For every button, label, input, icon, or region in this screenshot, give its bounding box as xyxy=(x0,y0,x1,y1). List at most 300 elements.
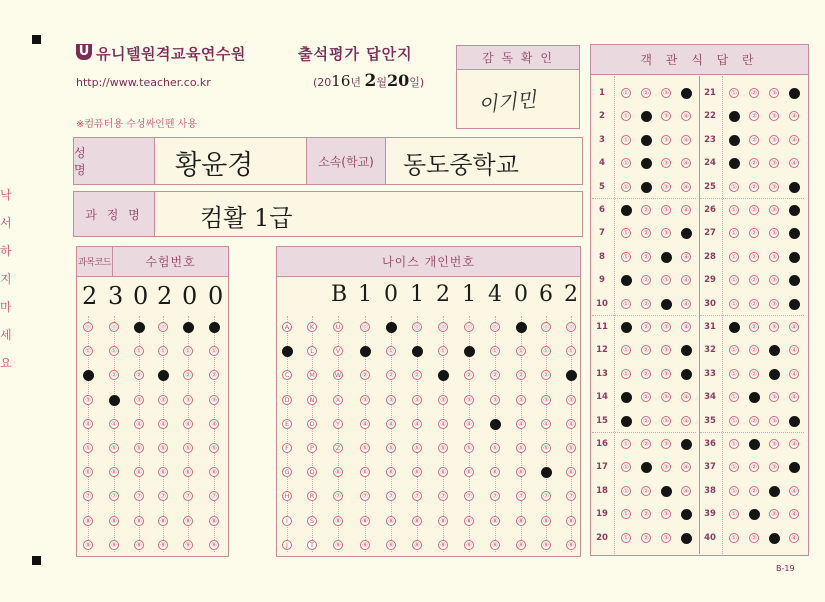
exam-bubble[interactable]: ⓪ xyxy=(84,323,92,331)
answer-bubble[interactable]: ④ xyxy=(789,111,799,121)
exam-bubble[interactable]: ⑦ xyxy=(183,491,193,501)
neis-letter-bubble[interactable]: Z xyxy=(333,443,343,453)
neis-digit-bubble[interactable]: ⑦ xyxy=(386,491,396,501)
answer-bubble[interactable]: ④ xyxy=(681,416,691,426)
exam-bubble[interactable]: ⓪ xyxy=(183,322,194,333)
answer-bubble[interactable]: ④ xyxy=(681,462,691,472)
answer-bubble[interactable]: ② xyxy=(749,299,759,309)
answer-bubble[interactable]: ③ xyxy=(769,416,779,426)
neis-digit-bubble[interactable]: ④ xyxy=(438,419,448,429)
neis-digit-bubble[interactable]: ⑨ xyxy=(464,540,474,550)
neis-letter-bubble[interactable]: C xyxy=(282,370,292,380)
answer-bubble[interactable]: ④ xyxy=(789,205,800,216)
neis-digit-bubble[interactable]: ⑦ xyxy=(412,491,422,501)
neis-digit-bubble[interactable]: ⑤ xyxy=(516,443,526,453)
neis-letter-bubble[interactable]: F xyxy=(282,443,292,453)
neis-digit-bubble[interactable]: ⑧ xyxy=(541,516,551,526)
neis-digit-bubble[interactable]: ④ xyxy=(360,419,370,429)
neis-letter-bubble[interactable]: K xyxy=(307,322,317,332)
answer-bubble[interactable]: ③ xyxy=(769,252,779,262)
neis-digit-bubble[interactable]: ④ xyxy=(490,419,501,430)
neis-digit-bubble[interactable]: ⑥ xyxy=(541,467,552,478)
answer-bubble[interactable]: ④ xyxy=(789,322,799,332)
answer-bubble[interactable]: ② xyxy=(641,252,651,262)
neis-digit-bubble[interactable]: ③ xyxy=(438,395,448,405)
neis-letter-bubble[interactable]: J xyxy=(282,540,292,550)
neis-digit-bubble[interactable]: ③ xyxy=(360,395,370,405)
neis-digit-bubble[interactable]: ⓪ xyxy=(542,323,550,331)
exam-bubble[interactable]: ⑧ xyxy=(109,516,119,526)
neis-digit-bubble[interactable]: ⑧ xyxy=(333,516,343,526)
exam-bubble[interactable]: ③ xyxy=(183,395,193,405)
answer-bubble[interactable]: ③ xyxy=(769,369,780,380)
answer-bubble[interactable]: ④ xyxy=(681,182,691,192)
neis-digit-bubble[interactable]: ⑦ xyxy=(541,491,551,501)
answer-bubble[interactable]: ② xyxy=(749,392,760,403)
exam-bubble[interactable]: ② xyxy=(83,370,94,381)
neis-digit-bubble[interactable]: ④ xyxy=(464,419,474,429)
answer-bubble[interactable]: ③ xyxy=(769,345,780,356)
exam-bubble[interactable]: ⑧ xyxy=(209,516,219,526)
exam-bubble[interactable]: ⑥ xyxy=(158,467,168,477)
answer-bubble[interactable]: ③ xyxy=(661,228,671,238)
neis-digit-bubble[interactable]: ③ xyxy=(464,395,474,405)
neis-digit-bubble[interactable]: ⑥ xyxy=(438,467,448,477)
neis-digit-bubble[interactable]: ⑥ xyxy=(516,467,526,477)
neis-digit-bubble[interactable]: ⓪ xyxy=(386,322,397,333)
exam-bubble[interactable]: ② xyxy=(183,370,193,380)
exam-bubble[interactable]: ⑦ xyxy=(109,491,119,501)
answer-bubble[interactable]: ④ xyxy=(789,416,800,427)
answer-bubble[interactable]: ① xyxy=(729,392,739,402)
exam-bubble[interactable]: ② xyxy=(134,370,144,380)
exam-bubble[interactable]: ② xyxy=(109,370,119,380)
answer-bubble[interactable]: ④ xyxy=(681,252,691,262)
neis-letter-bubble[interactable]: Q xyxy=(307,467,317,477)
exam-bubble[interactable]: ⑥ xyxy=(209,467,219,477)
answer-bubble[interactable]: ④ xyxy=(789,252,800,263)
neis-digit-bubble[interactable]: ⑨ xyxy=(386,540,396,550)
answer-bubble[interactable]: ④ xyxy=(789,486,799,496)
answer-bubble[interactable]: ① xyxy=(621,182,631,192)
neis-digit-bubble[interactable]: ③ xyxy=(412,395,422,405)
answer-bubble[interactable]: ③ xyxy=(661,252,672,263)
neis-digit-bubble[interactable]: ② xyxy=(490,370,500,380)
exam-bubble[interactable]: ⑧ xyxy=(183,516,193,526)
answer-bubble[interactable]: ④ xyxy=(681,135,691,145)
answer-bubble[interactable]: ① xyxy=(621,322,632,333)
answer-bubble[interactable]: ③ xyxy=(769,111,779,121)
neis-digit-bubble[interactable]: ⑥ xyxy=(412,467,422,477)
neis-digit-bubble[interactable]: ② xyxy=(412,370,422,380)
exam-bubble[interactable]: ⑦ xyxy=(158,491,168,501)
answer-bubble[interactable]: ③ xyxy=(661,111,671,121)
neis-letter-bubble[interactable]: T xyxy=(307,540,317,550)
neis-digit-bubble[interactable]: ⓪ xyxy=(567,323,575,331)
answer-bubble[interactable]: ② xyxy=(641,439,651,449)
exam-bubble[interactable]: ⑤ xyxy=(209,443,219,453)
neis-digit-bubble[interactable]: ⑦ xyxy=(516,491,526,501)
neis-letter-bubble[interactable]: D xyxy=(282,395,292,405)
answer-bubble[interactable]: ② xyxy=(749,322,759,332)
answer-bubble[interactable]: ③ xyxy=(769,533,780,544)
neis-digit-bubble[interactable]: ⑥ xyxy=(464,467,474,477)
answer-bubble[interactable]: ① xyxy=(621,345,631,355)
exam-bubble[interactable]: ⑤ xyxy=(83,443,93,453)
answer-bubble[interactable]: ③ xyxy=(661,439,671,449)
exam-bubble[interactable]: ⑨ xyxy=(83,540,93,550)
answer-bubble[interactable]: ① xyxy=(729,509,739,519)
exam-bubble[interactable]: ⑥ xyxy=(83,467,93,477)
answer-bubble[interactable]: ② xyxy=(641,369,651,379)
answer-bubble[interactable]: ④ xyxy=(789,88,800,99)
exam-bubble[interactable]: ⑤ xyxy=(158,443,168,453)
neis-digit-bubble[interactable]: ③ xyxy=(566,395,576,405)
neis-digit-bubble[interactable]: ⑧ xyxy=(360,516,370,526)
answer-bubble[interactable]: ② xyxy=(749,416,759,426)
answer-bubble[interactable]: ③ xyxy=(661,345,671,355)
answer-bubble[interactable]: ④ xyxy=(789,299,800,310)
neis-digit-bubble[interactable]: ⑤ xyxy=(438,443,448,453)
exam-bubble[interactable]: ⓪ xyxy=(159,323,167,331)
answer-bubble[interactable]: ② xyxy=(749,205,759,215)
answer-bubble[interactable]: ③ xyxy=(661,392,671,402)
answer-bubble[interactable]: ④ xyxy=(681,392,691,402)
answer-bubble[interactable]: ② xyxy=(749,111,759,121)
answer-bubble[interactable]: ④ xyxy=(789,392,799,402)
neis-digit-bubble[interactable]: ③ xyxy=(541,395,551,405)
neis-digit-bubble[interactable]: ② xyxy=(516,370,526,380)
answer-bubble[interactable]: ④ xyxy=(789,275,800,286)
answer-bubble[interactable]: ① xyxy=(729,252,739,262)
answer-bubble[interactable]: ② xyxy=(749,228,759,238)
neis-letter-bubble[interactable]: U xyxy=(333,322,343,332)
answer-bubble[interactable]: ③ xyxy=(769,158,779,168)
neis-digit-bubble[interactable]: ② xyxy=(386,370,396,380)
neis-digit-bubble[interactable]: ⑤ xyxy=(386,443,396,453)
neis-letter-bubble[interactable]: R xyxy=(307,491,317,501)
answer-bubble[interactable]: ② xyxy=(641,275,651,285)
neis-letter-bubble[interactable]: G xyxy=(282,467,292,477)
neis-digit-bubble[interactable]: ⑦ xyxy=(333,491,343,501)
answer-bubble[interactable]: ② xyxy=(749,135,759,145)
answer-bubble[interactable]: ① xyxy=(621,275,632,286)
exam-bubble[interactable]: ⑤ xyxy=(134,443,144,453)
exam-bubble[interactable]: ③ xyxy=(83,395,93,405)
neis-digit-bubble[interactable]: ① xyxy=(360,346,371,357)
answer-bubble[interactable]: ① xyxy=(729,88,739,98)
answer-bubble[interactable]: ① xyxy=(729,439,739,449)
answer-bubble[interactable]: ① xyxy=(729,205,739,215)
answer-bubble[interactable]: ② xyxy=(641,392,651,402)
exam-bubble[interactable]: ② xyxy=(158,370,169,381)
exam-bubble[interactable]: ④ xyxy=(209,419,219,429)
neis-digit-bubble[interactable]: ④ xyxy=(516,419,526,429)
exam-bubble[interactable]: ⑨ xyxy=(158,540,168,550)
exam-bubble[interactable]: ⑧ xyxy=(134,516,144,526)
neis-digit-bubble[interactable]: ④ xyxy=(566,419,576,429)
answer-bubble[interactable]: ③ xyxy=(769,299,779,309)
answer-bubble[interactable]: ④ xyxy=(789,533,799,543)
exam-bubble[interactable]: ⑧ xyxy=(83,516,93,526)
answer-bubble[interactable]: ③ xyxy=(769,88,779,98)
answer-bubble[interactable]: ② xyxy=(641,111,652,122)
answer-bubble[interactable]: ① xyxy=(621,111,631,121)
answer-bubble[interactable]: ③ xyxy=(769,509,779,519)
answer-bubble[interactable]: ② xyxy=(749,486,759,496)
answer-bubble[interactable]: ① xyxy=(729,111,740,122)
answer-bubble[interactable]: ④ xyxy=(789,158,799,168)
neis-digit-bubble[interactable]: ⑥ xyxy=(333,467,343,477)
answer-bubble[interactable]: ① xyxy=(621,439,631,449)
answer-bubble[interactable]: ① xyxy=(729,275,739,285)
neis-digit-bubble[interactable]: ⑧ xyxy=(386,516,396,526)
neis-letter-bubble[interactable]: L xyxy=(307,346,317,356)
neis-digit-bubble[interactable]: ② xyxy=(464,370,474,380)
answer-bubble[interactable]: ② xyxy=(749,345,759,355)
neis-digit-bubble[interactable]: ③ xyxy=(490,395,500,405)
answer-bubble[interactable]: ④ xyxy=(789,462,800,473)
neis-digit-bubble[interactable]: ⑦ xyxy=(438,491,448,501)
answer-bubble[interactable]: ② xyxy=(749,439,760,450)
neis-letter-bubble[interactable]: Y xyxy=(333,419,343,429)
answer-bubble[interactable]: ① xyxy=(729,369,739,379)
neis-digit-bubble[interactable]: ⑤ xyxy=(490,443,500,453)
neis-letter-bubble[interactable]: M xyxy=(307,370,317,380)
neis-digit-bubble[interactable]: ② xyxy=(541,370,551,380)
exam-bubble[interactable]: ⑦ xyxy=(134,491,144,501)
neis-digit-bubble[interactable]: ⓪ xyxy=(413,323,421,331)
answer-bubble[interactable]: ② xyxy=(749,533,759,543)
answer-bubble[interactable]: ② xyxy=(749,462,759,472)
exam-bubble[interactable]: ① xyxy=(83,346,93,356)
neis-digit-bubble[interactable]: ⑥ xyxy=(360,467,370,477)
answer-bubble[interactable]: ③ xyxy=(769,439,779,449)
neis-digit-bubble[interactable]: ⑦ xyxy=(566,491,576,501)
neis-digit-bubble[interactable]: ② xyxy=(566,370,577,381)
answer-bubble[interactable]: ② xyxy=(749,252,759,262)
exam-bubble[interactable]: ⓪ xyxy=(110,323,118,331)
answer-bubble[interactable]: ① xyxy=(729,322,740,333)
exam-bubble[interactable]: ④ xyxy=(183,419,193,429)
exam-bubble[interactable]: ④ xyxy=(109,419,119,429)
neis-digit-bubble[interactable]: ② xyxy=(438,370,449,381)
answer-bubble[interactable]: ② xyxy=(641,533,651,543)
neis-letter-bubble[interactable]: B xyxy=(282,346,293,357)
neis-digit-bubble[interactable]: ⑨ xyxy=(412,540,422,550)
answer-bubble[interactable]: ③ xyxy=(769,228,779,238)
exam-bubble[interactable]: ④ xyxy=(134,419,144,429)
neis-digit-bubble[interactable]: ⑨ xyxy=(566,540,576,550)
answer-bubble[interactable]: ① xyxy=(729,158,740,169)
exam-bubble[interactable]: ⑤ xyxy=(109,443,119,453)
neis-digit-bubble[interactable]: ③ xyxy=(516,395,526,405)
answer-bubble[interactable]: ② xyxy=(641,322,651,332)
exam-bubble[interactable]: ⑨ xyxy=(183,540,193,550)
answer-bubble[interactable]: ① xyxy=(729,135,740,146)
answer-bubble[interactable]: ④ xyxy=(681,369,692,380)
answer-bubble[interactable]: ② xyxy=(749,275,759,285)
exam-bubble[interactable]: ④ xyxy=(158,419,168,429)
answer-bubble[interactable]: ④ xyxy=(681,275,691,285)
exam-bubble[interactable]: ⑧ xyxy=(158,516,168,526)
exam-bubble[interactable]: ⓪ xyxy=(134,322,145,333)
answer-bubble[interactable]: ② xyxy=(641,416,651,426)
neis-digit-bubble[interactable]: ⓪ xyxy=(465,323,473,331)
answer-bubble[interactable]: ③ xyxy=(661,533,671,543)
answer-bubble[interactable]: ① xyxy=(729,345,739,355)
exam-bubble[interactable]: ① xyxy=(209,346,219,356)
answer-bubble[interactable]: ① xyxy=(621,158,631,168)
answer-bubble[interactable]: ③ xyxy=(661,299,672,310)
answer-bubble[interactable]: ① xyxy=(729,416,739,426)
answer-bubble[interactable]: ① xyxy=(621,369,631,379)
answer-bubble[interactable]: ③ xyxy=(661,509,671,519)
answer-bubble[interactable]: ③ xyxy=(661,416,671,426)
exam-bubble[interactable]: ⓪ xyxy=(209,322,220,333)
neis-digit-bubble[interactable]: ⑨ xyxy=(360,540,370,550)
neis-digit-bubble[interactable]: ⑦ xyxy=(464,491,474,501)
neis-digit-bubble[interactable]: ⑤ xyxy=(464,443,474,453)
answer-bubble[interactable]: ② xyxy=(749,369,759,379)
exam-bubble[interactable]: ⑨ xyxy=(134,540,144,550)
neis-digit-bubble[interactable]: ⓪ xyxy=(439,323,447,331)
answer-bubble[interactable]: ④ xyxy=(681,205,691,215)
neis-digit-bubble[interactable]: ① xyxy=(438,346,448,356)
answer-bubble[interactable]: ③ xyxy=(769,205,779,215)
neis-digit-bubble[interactable]: ① xyxy=(490,346,500,356)
answer-bubble[interactable]: ② xyxy=(641,158,652,169)
answer-bubble[interactable]: ① xyxy=(621,486,631,496)
answer-bubble[interactable]: ② xyxy=(641,486,651,496)
answer-bubble[interactable]: ① xyxy=(621,228,631,238)
exam-bubble[interactable]: ⑦ xyxy=(209,491,219,501)
neis-digit-bubble[interactable]: ⑨ xyxy=(438,540,448,550)
answer-bubble[interactable]: ④ xyxy=(681,158,691,168)
neis-letter-bubble[interactable]: N xyxy=(307,395,317,405)
answer-bubble[interactable]: ③ xyxy=(769,182,779,192)
answer-bubble[interactable]: ④ xyxy=(789,228,800,239)
answer-bubble[interactable]: ① xyxy=(729,182,739,192)
exam-bubble[interactable]: ⑦ xyxy=(83,491,93,501)
answer-bubble[interactable]: ③ xyxy=(661,462,671,472)
answer-bubble[interactable]: ② xyxy=(641,88,651,98)
neis-letter-bubble[interactable]: H xyxy=(282,491,292,501)
answer-bubble[interactable]: ④ xyxy=(681,228,692,239)
exam-bubble[interactable]: ④ xyxy=(83,419,93,429)
neis-digit-bubble[interactable]: ① xyxy=(541,346,551,356)
neis-digit-bubble[interactable]: ⑧ xyxy=(412,516,422,526)
neis-letter-bubble[interactable]: O xyxy=(307,419,317,429)
neis-digit-bubble[interactable]: ① xyxy=(412,346,423,357)
answer-bubble[interactable]: ④ xyxy=(681,299,691,309)
answer-bubble[interactable]: ① xyxy=(729,299,739,309)
answer-bubble[interactable]: ② xyxy=(641,345,651,355)
neis-digit-bubble[interactable]: ⑦ xyxy=(360,491,370,501)
answer-bubble[interactable]: ② xyxy=(641,135,652,146)
neis-letter-bubble[interactable]: W xyxy=(334,371,342,380)
answer-bubble[interactable]: ① xyxy=(621,416,632,427)
exam-bubble[interactable]: ① xyxy=(109,346,119,356)
neis-digit-bubble[interactable]: ⑨ xyxy=(516,540,526,550)
answer-bubble[interactable]: ① xyxy=(621,135,631,145)
neis-digit-bubble[interactable]: ⑨ xyxy=(333,540,343,550)
neis-digit-bubble[interactable]: ⓪ xyxy=(361,323,369,331)
answer-bubble[interactable]: ② xyxy=(641,182,652,193)
exam-bubble[interactable]: ⑨ xyxy=(109,540,119,550)
answer-bubble[interactable]: ① xyxy=(621,252,631,262)
neis-digit-bubble[interactable]: ④ xyxy=(541,419,551,429)
answer-bubble[interactable]: ① xyxy=(621,462,631,472)
answer-bubble[interactable]: ② xyxy=(749,158,759,168)
answer-bubble[interactable]: ③ xyxy=(769,486,780,497)
neis-digit-bubble[interactable]: ⑧ xyxy=(464,516,474,526)
answer-bubble[interactable]: ③ xyxy=(661,369,671,379)
exam-bubble[interactable]: ③ xyxy=(134,395,144,405)
neis-digit-bubble[interactable]: ① xyxy=(464,346,475,357)
answer-bubble[interactable]: ② xyxy=(641,462,652,473)
answer-bubble[interactable]: ④ xyxy=(681,486,691,496)
answer-bubble[interactable]: ③ xyxy=(661,205,671,215)
neis-digit-bubble[interactable]: ④ xyxy=(386,419,396,429)
answer-bubble[interactable]: ③ xyxy=(661,158,671,168)
answer-bubble[interactable]: ④ xyxy=(789,345,799,355)
answer-bubble[interactable]: ③ xyxy=(661,486,672,497)
exam-bubble[interactable]: ⑤ xyxy=(183,443,193,453)
answer-bubble[interactable]: ③ xyxy=(661,275,671,285)
answer-bubble[interactable]: ① xyxy=(729,533,739,543)
neis-digit-bubble[interactable]: ⑧ xyxy=(566,516,576,526)
exam-bubble[interactable]: ⑥ xyxy=(183,467,193,477)
exam-bubble[interactable]: ③ xyxy=(209,395,219,405)
answer-bubble[interactable]: ③ xyxy=(769,135,779,145)
answer-bubble[interactable]: ④ xyxy=(681,509,692,520)
neis-letter-bubble[interactable]: P xyxy=(307,443,317,453)
answer-bubble[interactable]: ③ xyxy=(661,135,671,145)
neis-digit-bubble[interactable]: ⑥ xyxy=(566,467,576,477)
answer-bubble[interactable]: ② xyxy=(641,205,651,215)
exam-bubble[interactable]: ⑥ xyxy=(134,467,144,477)
neis-digit-bubble[interactable]: ⑤ xyxy=(360,443,370,453)
neis-letter-bubble[interactable]: V xyxy=(333,346,343,356)
neis-digit-bubble[interactable]: ⑦ xyxy=(490,491,500,501)
neis-digit-bubble[interactable]: ⑨ xyxy=(541,540,551,550)
neis-letter-bubble[interactable]: S xyxy=(307,516,317,526)
answer-bubble[interactable]: ④ xyxy=(789,135,799,145)
neis-letter-bubble[interactable]: E xyxy=(282,419,292,429)
neis-digit-bubble[interactable]: ⑤ xyxy=(412,443,422,453)
exam-bubble[interactable]: ① xyxy=(158,346,168,356)
exam-bubble[interactable]: ③ xyxy=(109,395,120,406)
neis-digit-bubble[interactable]: ① xyxy=(566,346,576,356)
answer-bubble[interactable]: ② xyxy=(749,509,760,520)
answer-bubble[interactable]: ② xyxy=(641,299,651,309)
answer-bubble[interactable]: ① xyxy=(729,486,739,496)
answer-bubble[interactable]: ① xyxy=(621,533,631,543)
answer-bubble[interactable]: ③ xyxy=(769,275,779,285)
neis-letter-bubble[interactable]: X xyxy=(333,395,343,405)
answer-bubble[interactable]: ③ xyxy=(661,88,671,98)
neis-digit-bubble[interactable]: ⓪ xyxy=(491,323,499,331)
answer-bubble[interactable]: ① xyxy=(729,228,739,238)
answer-bubble[interactable]: ① xyxy=(621,509,631,519)
answer-bubble[interactable]: ③ xyxy=(661,182,671,192)
neis-digit-bubble[interactable]: ⑧ xyxy=(490,516,500,526)
answer-bubble[interactable]: ④ xyxy=(789,509,799,519)
answer-bubble[interactable]: ④ xyxy=(681,322,691,332)
answer-bubble[interactable]: ① xyxy=(621,88,631,98)
answer-bubble[interactable]: ④ xyxy=(681,345,692,356)
